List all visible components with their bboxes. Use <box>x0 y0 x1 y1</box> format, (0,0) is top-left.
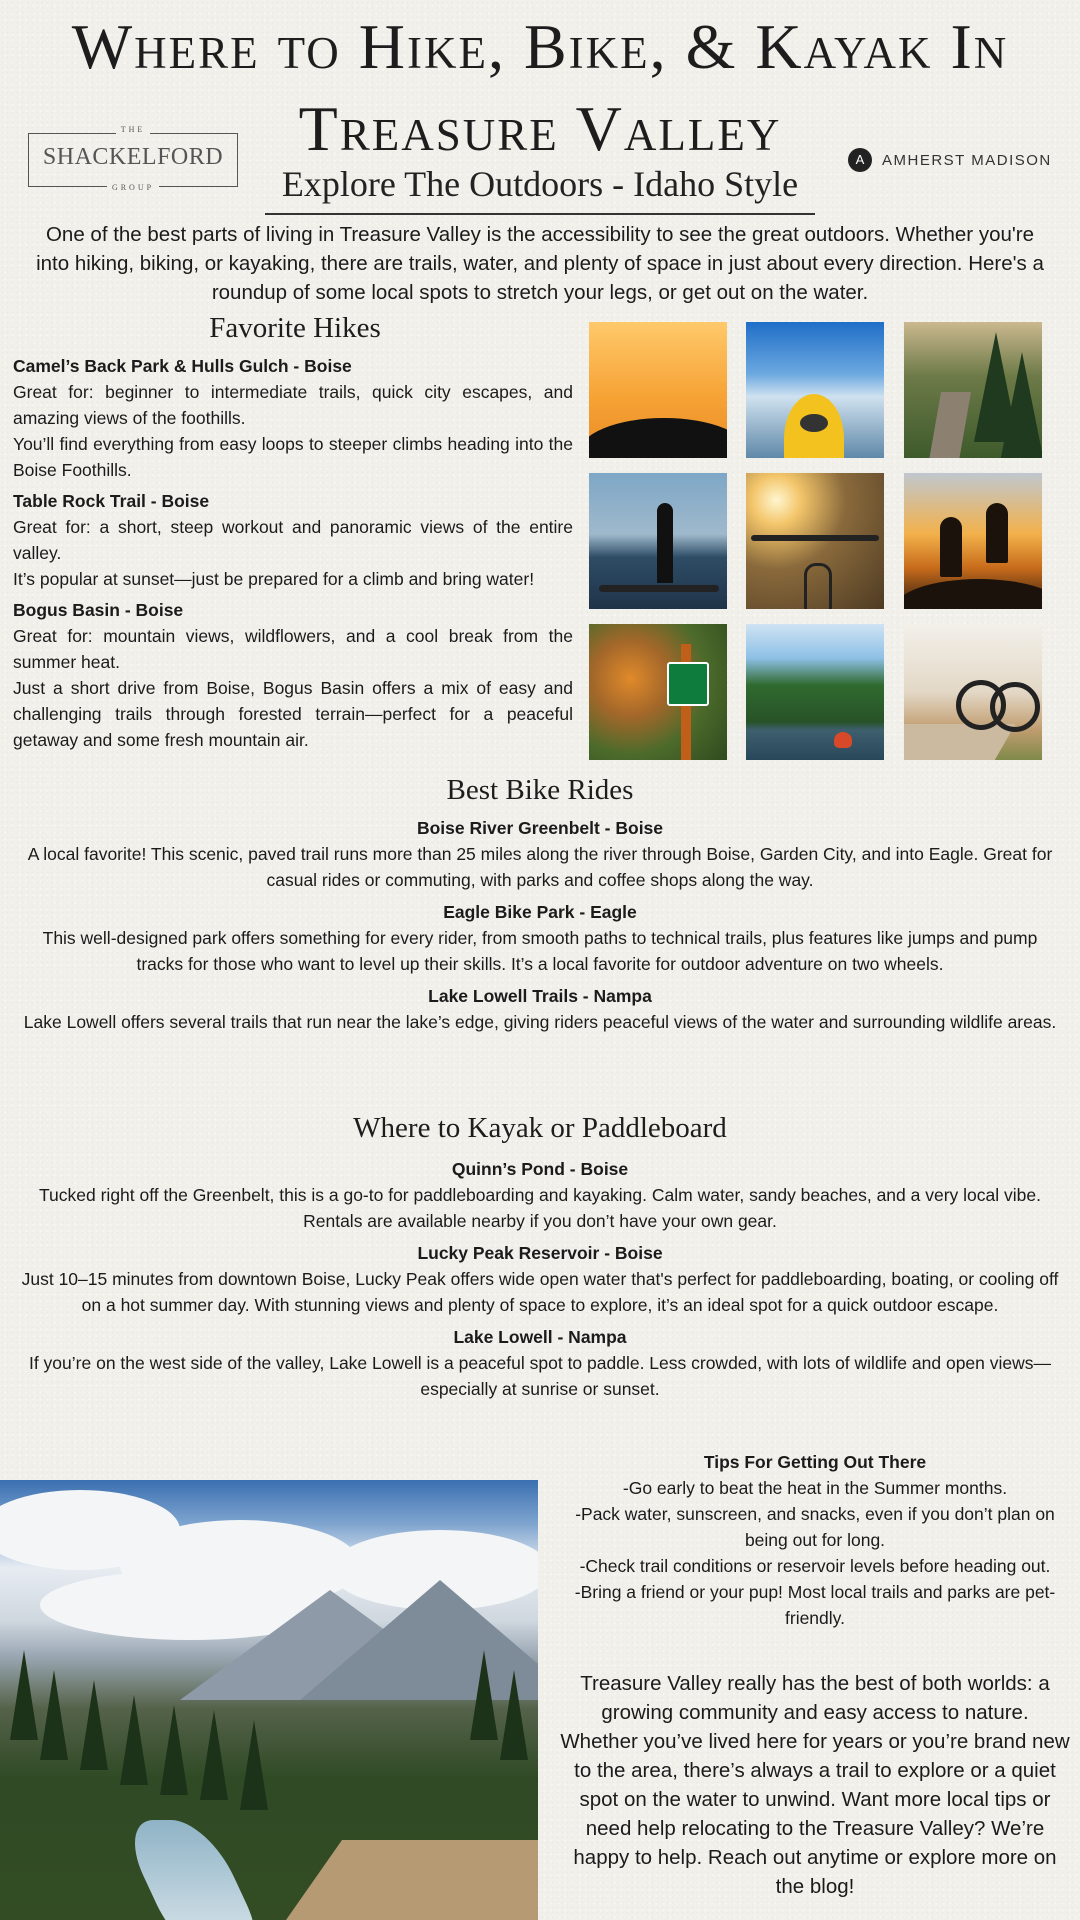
tip-item: -Pack water, sunscreen, and snacks, even if you don’t plan on being out for long. <box>575 1504 1055 1550</box>
amherst-madison-mark-icon: A <box>848 148 872 172</box>
photo-paddleboarder <box>589 473 727 609</box>
kayak-description: If you’re on the west side of the valley, Lake Lowell is a peaceful spot to paddle. Less crowded, with lots of wildlife and open views—especially at sunrise or sunset. <box>28 1353 1052 1399</box>
kayak-name: Lucky Peak Reservoir - Boise <box>417 1243 663 1263</box>
hike-item <box>13 597 573 753</box>
hike-name: Table Rock Trail - Boise <box>13 491 210 511</box>
photo-sunset-cyclists <box>589 322 727 458</box>
kayak-item <box>20 1240 1060 1318</box>
hike-description: You’ll find everything from easy loops to steeper climbs heading into the Boise Foothills. <box>13 434 573 480</box>
hikes-heading: Favorite Hikes <box>209 312 381 344</box>
hikes-list <box>13 353 573 758</box>
bike-name: Eagle Bike Park - Eagle <box>443 902 637 922</box>
kayak-description: Tucked right off the Greenbelt, this is a go-to for paddleboarding and kayaking. Calm water, sandy beaches, and a very local vibe. Rentals are available nearby if you don’t have your own gear. <box>39 1185 1041 1231</box>
hike-item <box>13 488 573 592</box>
page-subtitle: Explore The Outdoors - Idaho Style <box>281 164 799 204</box>
bike-description: Lake Lowell offers several trails that run near the lake’s edge, giving riders peaceful views of the water and surrounding wildlife areas. <box>23 1012 1057 1032</box>
hike-description: Just a short drive from Boise, Bogus Basin offers a mix of easy and challenging trails through forested terrain—perfect for a peaceful getaway and some fresh mountain air. <box>13 678 573 750</box>
bikes-list <box>20 815 1060 1041</box>
bike-item <box>20 815 1060 893</box>
bikes-heading: Best Bike Rides <box>446 774 634 806</box>
closing-paragraph: Treasure Valley really has the best of both worlds: a growing community and easy access to nature. Whether you’ve lived here for years or you’re brand new to the area, there’s always a trail to explore or a quiet spot on the water to unwind. Want more local tips or need help relocating to the Treasure Valley? We’re happy to help. Reach out anytime or explore more on the blog! <box>560 1672 1070 1898</box>
photo-mountain-landscape <box>0 1480 538 1920</box>
kayak-name: Quinn’s Pond - Boise <box>451 1159 629 1179</box>
photo-hikers-summit <box>904 473 1042 609</box>
tips-section <box>560 1449 1070 1631</box>
logo-the: THE <box>116 125 151 134</box>
hike-name: Camel’s Back Park & Hulls Gulch - Boise <box>13 356 352 376</box>
kayak-heading: Where to Kayak or Paddleboard <box>353 1112 727 1144</box>
hike-item <box>13 353 573 483</box>
title-divider <box>265 213 815 215</box>
photo-grid <box>589 322 1043 758</box>
hike-description: It’s popular at sunset—just be prepared for a climb and bring water! <box>13 569 535 589</box>
hike-description: Great for: a short, steep workout and panoramic views of the entire valley. <box>13 517 573 563</box>
bike-description: A local favorite! This scenic, paved trail runs more than 25 miles along the river through Boise, Garden City, and into Eagle. Great for casual rides or commuting, with parks and coffee shops along the way. <box>27 844 1053 890</box>
photo-mountain-bike <box>746 473 884 609</box>
tip-item: -Go early to beat the heat in the Summer months. <box>622 1478 1008 1498</box>
photo-parked-bike <box>904 624 1042 760</box>
tip-item: -Check trail conditions or reservoir levels before heading out. <box>579 1556 1051 1576</box>
hike-name: Bogus Basin - Boise <box>13 600 184 620</box>
kayak-item <box>20 1324 1060 1402</box>
hike-description: Great for: beginner to intermediate trails, quick city escapes, and amazing views of the foothills. <box>13 382 573 428</box>
kayak-list <box>20 1156 1060 1408</box>
bike-description: This well-designed park offers something for every rider, from smooth paths to technical trails, plus features like jumps and pump tracks for those who want to level up their skills. It’s a local favorite for outdoor adventure on two wheels. <box>42 928 1038 974</box>
hike-description: Great for: mountain views, wildflowers, and a cool break from the summer heat. <box>13 626 573 672</box>
kayak-description: Just 10–15 minutes from downtown Boise, Lucky Peak offers wide open water that's perfect for paddleboarding, boating, or cooling off on a hot summer day. With stunning views and plenty of space to explore, it’s an ideal spot for a quick outdoor escape. <box>21 1269 1059 1315</box>
tip-item: -Bring a friend or your pup! Most local trails and parks are pet-friendly. <box>574 1582 1056 1628</box>
intro-paragraph: One of the best parts of living in Treasure Valley is the accessibility to see the great outdoors. Whether you're into hiking, biking, or kayaking, there are trails, water, and plenty of space in just about every direction. Here's a roundup of some local spots to stretch your legs, or get out on the water. <box>36 223 1044 304</box>
logo-group: GROUP <box>107 183 159 192</box>
photo-river-kayaker <box>746 624 884 760</box>
photo-kayak-lake <box>746 322 884 458</box>
kayak-name: Lake Lowell - Nampa <box>453 1327 627 1347</box>
tips-heading: Tips For Getting Out There <box>703 1452 927 1472</box>
amherst-madison-name: AMHERST MADISON <box>882 152 1052 169</box>
bike-item <box>20 983 1060 1035</box>
bike-item <box>20 899 1060 977</box>
bike-name: Boise River Greenbelt - Boise <box>416 818 664 838</box>
logo-name: SHACKELFORD <box>42 144 224 170</box>
photo-forest-trail <box>904 322 1042 458</box>
photo-trail-sign <box>589 624 727 760</box>
page-title: Where to Hike, Bike, & Kayak In Treasure Valley <box>71 11 1009 164</box>
bike-name: Lake Lowell Trails - Nampa <box>428 986 652 1006</box>
kayak-item <box>20 1156 1060 1234</box>
